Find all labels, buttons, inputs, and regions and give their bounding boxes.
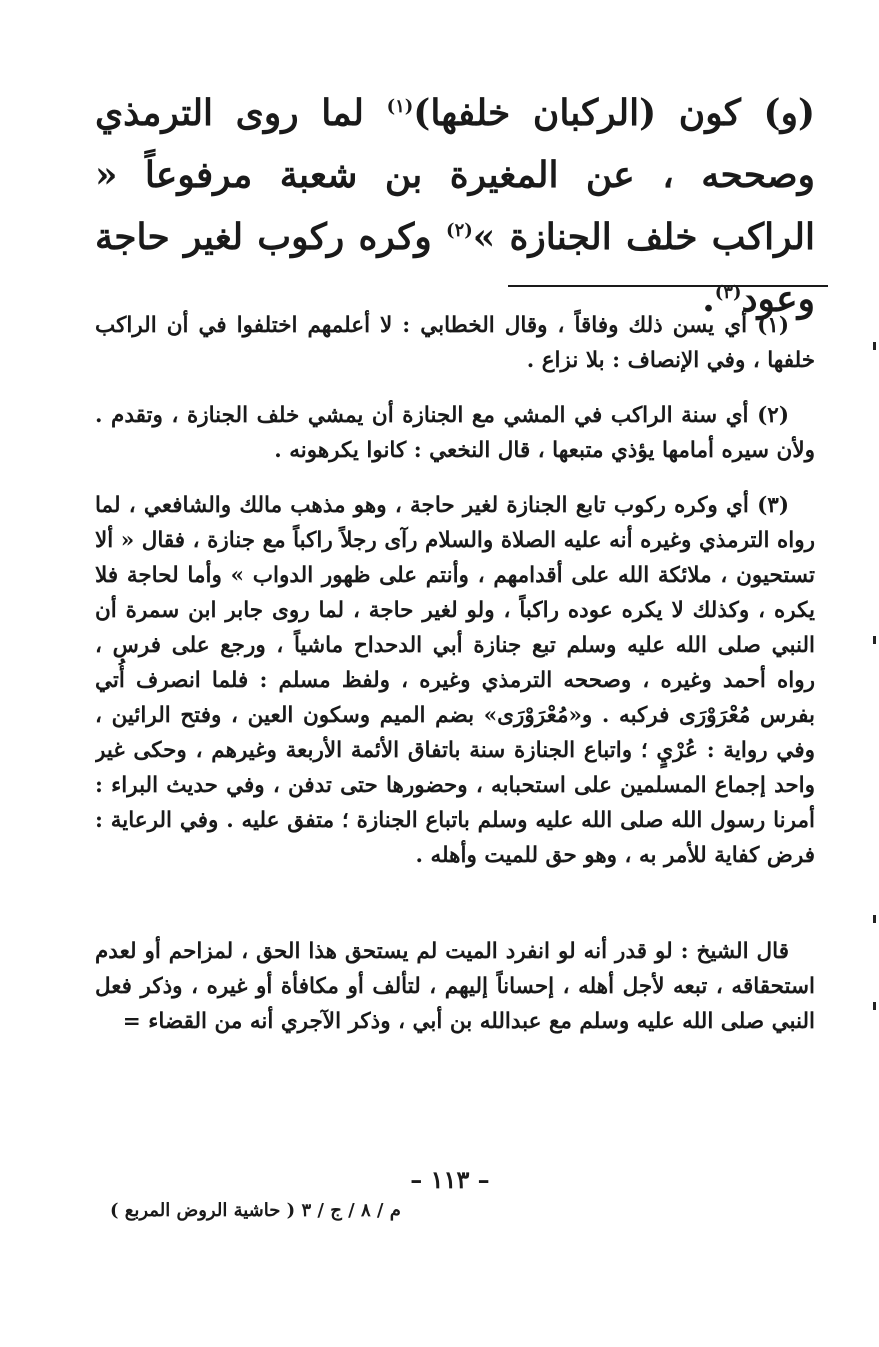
margin-mark [873,915,876,923]
main-line-3-start: ركوب لغير حاجة وعود [95,216,815,320]
margin-mark [873,1002,876,1010]
signature-mark: م / ٨ / ج / ٣ ( حاشية الروض المربع ) [110,1200,401,1221]
margin-mark [873,636,876,644]
main-line-1-start: (و) كون (الركبان خلفها) [413,92,815,134]
footnote-1: (١) أي يسن ذلك وفاقاً ، وقال الخطابي : لا أعلمهم اختلفوا في أن الراكب خلفها ، وفي الإنصاف : بلا نزاع . [95,313,815,373]
main-line-2-end: وكره [358,216,447,258]
main-text-block [95,82,815,330]
footnote-separator [508,285,828,287]
footnote-continuation: قال الشيخ : لو قدر أنه لو انفرد الميت لم يستحق هذا الحق ، لمزاحم أو لعدم استحقاقه ، تبعه لأجل أهله ، إحساناً إليهم ، لتألف أو مكافأة أو غيره ، وذكر فعل النبي صلى الله عليه وسلم مع عبدالله بن أبي ، وذكر الآجري أنه من القضاء = [95,939,815,1034]
main-line-3-end: . [702,278,715,320]
main-paragraph [95,82,815,330]
footnote-3: (٣) أي وكره ركوب تابع الجنازة لغير حاجة ، وهو مذهب مالك والشافعي ، لما رواه الترمذي وغيره أنه عليه الصلاة والسلام رآى رجلاً راكباً مع جنازة ، فقال « ألا تستحيون ، ملائكة الله على أقدامهم ، وأنتم على ظهور الدواب » وأما لحاجة فلا يكره ، وكذلك لا يكره عوده راكباً ، ولو لغير حاجة ، لما روى جابر ابن سمرة أن النبي صلى الله عليه وسلم تبع جنازة أبي الدحداح ماشياً ، ورجع على فرس ، رواه أحمد وغيره ، وصححه الترمذي وغيره ، ولفظ مسلم : فلما انصرف أُتي بفرس مُعْرَوْرَى فركبه . و«مُعْرَوْرَى» بضم الميم وسكون العين ، وفتح الرائين ، وفي رواية : عُرْيٍ ؛ واتباع الجنازة سنة باتفاق الأئمة الأربعة وغيرهم ، وحكى غير واحد إجماع المسلمين على استحبابه ، وحضورها حتى تدفن ، وفي حديث البراء : أمرنا رسول الله صلى الله عليه وسلم باتباع الجنازة ؛ متفق عليه . وفي الرعاية : فرض كفاية للأمر به ، وهو حق للميت وأهله . [95,493,815,868]
page-number: – ١١٣ – [410,1165,490,1194]
footnote-ref-2: (٢) [446,220,473,241]
footnote-ref-1: (١) [386,96,414,117]
margin-mark [873,342,876,350]
main-line-1-end: لما روى الترمذي وصححه ، عن [95,92,815,196]
main-line-2-start: المغيرة بن شعبة مرفوعاً « الراكب خلف الجنازة » [95,154,815,258]
footnote-ref-3: (٣) [714,282,742,303]
footnotes-block [95,308,815,1042]
footnote-2: (٢) أي سنة الراكب في المشي مع الجنازة أن يمشي خلف الجنازة ، وتقدم . ولأن سيره أمامها يؤذي متبعها ، قال النخعي : كانوا يكرهونه . [95,403,815,463]
